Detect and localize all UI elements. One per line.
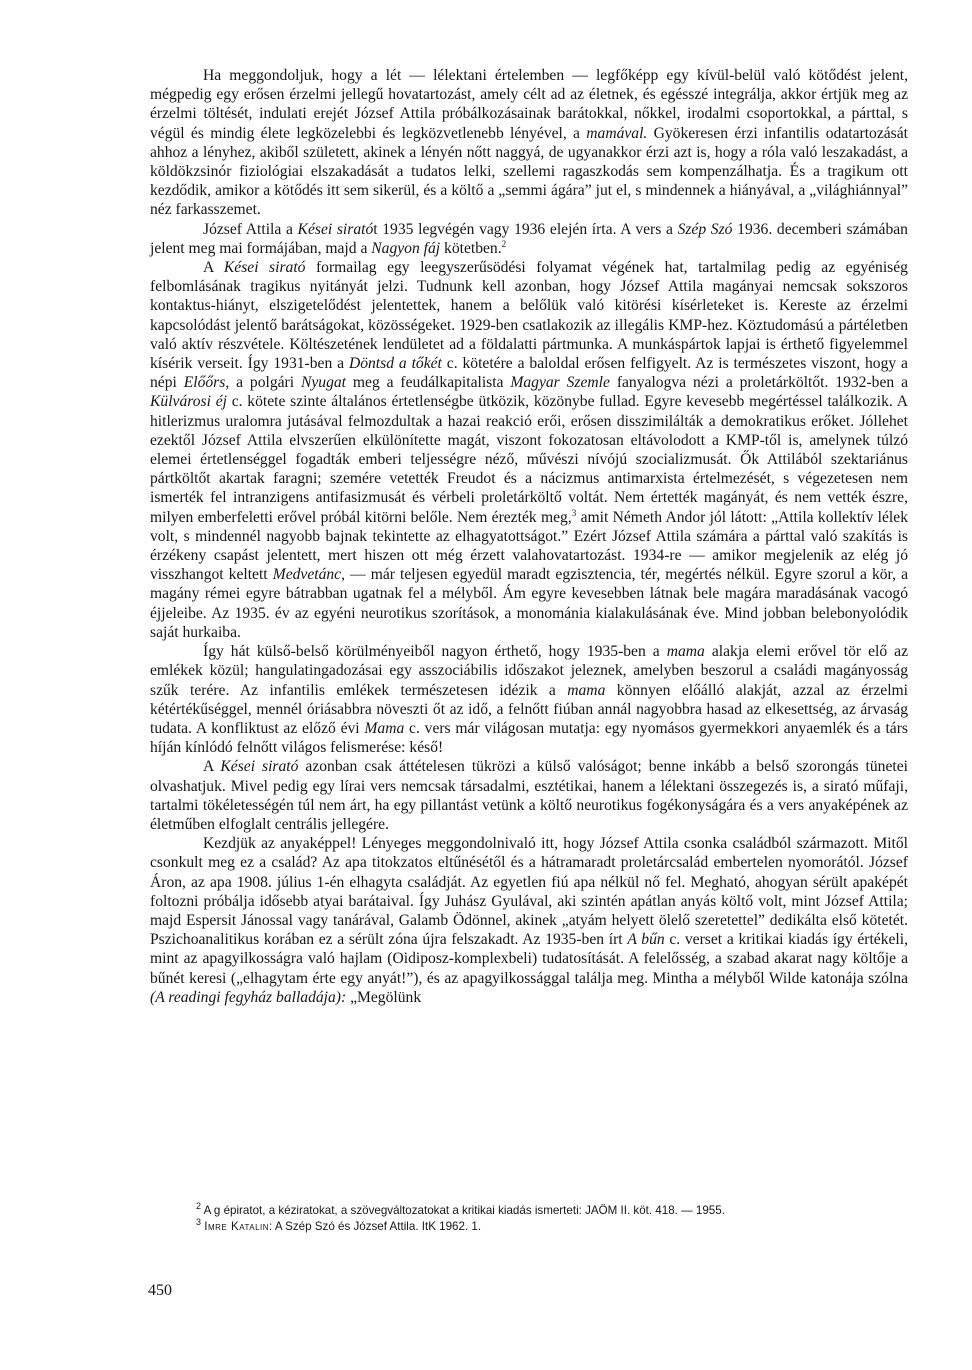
italic-run: Kései sirató (220, 758, 299, 776)
footnotes (196, 1203, 916, 1235)
footnote (196, 1219, 916, 1235)
footnote (196, 1203, 916, 1219)
italic-run: A bűn (627, 931, 665, 949)
text-run: könnyen előálló alakját, azzal az érzelmi kétértékűséggel, mennél óriásabbra növeszti őt az idő, a felnőtt fiúban annál nagyobbra hasad az elkesettség, az árvaság tudata. A konfliktust az előző évi (150, 681, 908, 737)
paragraph (150, 66, 908, 220)
text-run: azonban csak áttételesen tükrözi a külső valóságot; benne inkább a belső szorongás tünetei olvashatjuk. Mivel pedig egy lírai vers nemcsak társadalmi, esztétikai, hanem a lélektani összegezés is, a sirató műfaji, tartalmi tökéletességén túl nem árt, ha egy pillantást vetünk a költő neurotikus fogékonyságára és a vers anyaképének az életműben elfoglalt centrális jellegére. (150, 758, 908, 833)
italic-run: Nyugat (300, 374, 347, 392)
italic-run: mamával. (586, 124, 648, 142)
footnote-marker: 2 (501, 238, 507, 249)
text-run: t 1935 legvégén vagy 1936 elején írta. A vers a (373, 220, 678, 238)
text-run: c. kötetére a baloldal erősen felfigyelt. Az is természetes viszont, hogy a népi (150, 355, 908, 392)
text-run: Ha meggondoljuk, hogy a lét — lélektani értelemben — legfőképp egy kívül-belül való kötődést jelent, mégpedig egy erősen érzelmi jellegű hovatartozást, amely célt ad az életnek, és egésszé integrálja, akkor értjük meg az érzelmi töltését, indulati erejét József Attila próbálkozásainak barátokkal, nőkkel, irodalmi csoportokkal, a párttal, s végül és mindig élete legközelebbi és legközvetlenebb lényével, a (150, 67, 908, 142)
text-run: Így hát külső-belső körülményeiből nagyon érthető, hogy 1935-ben a (203, 643, 667, 661)
text-run: , a polgári (225, 374, 301, 392)
paragraph (150, 834, 908, 1007)
italic-run: Külvárosi éj (150, 393, 227, 411)
italic-run: Magyar Szemle (510, 374, 610, 392)
italic-run: mama (666, 643, 705, 661)
paragraph (150, 757, 908, 834)
footnote-marker: 2 (196, 1201, 202, 1212)
text-run: : A Szép Szó és József Attila. ItK 1962. 1. (269, 1220, 482, 1233)
text-run: Gyökeresen érzi infantilis odatartozását ahhoz a lényhez, akiből született, akinek a lényén nőtt naggyá, de ugyanakkor érzi azt is, hogy a róla való leszakadást, a köldökzsinór fiziológiai elszakadását a tudatos lelki, szellemi ragaszkodás sem kompenzálhatja. És a tragikum ott kezdődik, amikor a kötődés itt sem sikerül, és a költő a „semmi ágára” jut el, s mindennek a hiányával, a „világhiánnyal” néz farkasszemet. (150, 124, 909, 219)
text-run: Kezdjük az anyaképpel! Lényeges meggondolnivaló itt, hogy József Attila csonka családból származott. Mitől csonkult meg ez a család? Az apa titokzatos eltűnésétől és a hátramaradt proletárcsalád embertelen nyomorától. József Áron, az apa 1908. július 1-én elhagyta családját. Az egyetlen fiú apa nélkül nő fel. Megható, ahogyan sérült apaképét foltozni próbálja idősebb atyai barátaival. Így Juhász Gyulával, aki szintén apátlan anyás költő volt, mint József Attila; majd Espersit Jánossal vagy tanárával, Galamb Ödönnel, akinek „atyám helyett ölelő szeretettel” dedikálta első kötetét. Pszichoanalitikus korában ez a sérült zóna újra felszakadt. Az 1935-ben írt (150, 835, 908, 949)
text-run: meg a feudálkapitalista (346, 374, 511, 392)
text-run: A (203, 758, 221, 776)
italic-run: mama (567, 681, 606, 699)
text-run: amit Németh Andor jól látott: „Attila kollektív lélek volt, s mindennél nagyobb bajnak tekintette az elhagyatottságot.” Ezért József Attila számára a párttal való szakítás is érzékeny csapást jelentett, mert hiszen ott még érzett valahovatartozást. 1934-re — amikor megjelenik az elég jó visszhangot keltett (150, 508, 908, 584)
paragraph (150, 258, 908, 642)
italic-run: Kései sirató (297, 220, 374, 238)
italic-run: Mama (364, 719, 405, 737)
italic-run: Nagyon fáj (371, 239, 441, 257)
italic-run: (A readingi fegyház balladája): (150, 988, 347, 1006)
italic-run: Szép Szó (677, 220, 733, 238)
italic-run: Előőrs (183, 374, 226, 392)
text-run: fanyalogva nézi a proletárköltőt. 1932-ben a (609, 374, 908, 392)
author-name: Imre Katalin (204, 1220, 270, 1233)
body-text (150, 66, 908, 1007)
paragraph (150, 220, 908, 258)
text-run: „Megölünk (346, 988, 422, 1006)
text-run: c. verset a kritikai kiadás így értékeli, mint az apagyilkosságra való hajlam (Oidiposz-komplexbeli) tudatosítását. A felelősség, a szabad akarat nagy költője a bűnét keresi („elhagytam érte egy anyát!”), és az apagyilkossággal találja meg. Mintha a mélyből Wilde katonája szólna (150, 931, 908, 987)
page-number: 450 (148, 1282, 172, 1299)
text-run: A (203, 259, 224, 277)
text-run: kötetben. (440, 239, 502, 257)
footnote-marker: 3 (571, 507, 577, 518)
text-run: alakja elemi erővel tör elő az emlékek közül; hangulatingadozásai egy asszociábilis időszakot jeleznek, amelyben beszorul a családi magányosság szűk terére. Az infantilis emlékek természetesen idézik a (150, 643, 908, 699)
italic-run: Kései sirató (223, 259, 306, 277)
text-run: A g épiratot, a kéziratokat, a szövegváltozatokat a kritikai kiadás ismerteti: JAÖM II. köt. 418. — 1955. (201, 1204, 725, 1217)
footnote-marker: 3 (196, 1217, 202, 1228)
paragraph (150, 642, 908, 757)
text-run: c. kötete szinte általános értetlenségbe ütközik, közönybe fullad. Egyre kevesebb megértéssel találkozik. A hitlerizmus uralomra jutásával felmozdultak a hazai reakció erői, erősen disszimilálták a demokratikus erőket. Jóllehet ezektől József Attila elvszerűen elkülönítette magát, viszont fokozatosan eltávolodott a KMP-től is, amelynek túlzó elemei értetlenséggel fogadták emberi teljességre néző, művészi nívójú szocializmusát. Ők Attilából szektariánus pártköltőt akartak faragni; szemére vetették Freudot és a nácizmus antimarxista értelmezését, s végezetesen nem ismerték fel intranzigens antifasizmusát és vérbeli proletárköltő voltát. Nem értették magányát, és nem vették észre, milyen emberfeletti erővel próbál kitörni belőle. Nem érezték meg, (150, 393, 908, 526)
text-run: 1936. decemberi számában jelent meg mai formájában, majd a (150, 220, 908, 257)
italic-run: Medvetánc (272, 566, 342, 584)
text-run: , — már teljesen egyedül maradt egzisztencia, tér, megértés nélkül. Egyre szorul a kör, a magány rémei egyre bátrabban ugatnak fel a mélyből. Ám egyre kevesebben látnak bele magára maradásának vacogó éjjeleibe. Az 1935. év az egyéni neurotikus szorítások, a monománia kialakulásának éve. Mind jobban belebonyolódik saját hurkaiba. (150, 566, 908, 641)
text-run: József Attila a (203, 220, 298, 238)
text-run: c. vers már világosan mutatja: egy nyomásos gyermekkori anyaemlék és a társ híján kínlódó felnőtt világos felismerése: késő! (150, 719, 908, 757)
italic-run: Döntsd a tőkét (348, 355, 442, 373)
text-run: formailag egy leegyszerűsödési folyamat végének hat, tartalmilag pedig az egyéniség felbomlásának tragikus nyitányát jelzi. Tudnunk kell azonban, hogy József Attila magányai nemcsak sokszoros kontaktus-hiányt, elszigetelődést jelentettek, hanem a belőlük való kitörési kísérleteket is. Kereste az érzelmi kapcsolódást jelentő barátságokat, közösségeket. 1929-ben csatlakozik az illegális KMP-hez. Köztudomású a pártéletben való aktív részvétele. Költészetének lendületet ad a földalatti pártmunka. A munkáspártok lapjai is érthető figyelemmel kísérik verseit. Így 1931-ben a (150, 259, 908, 373)
